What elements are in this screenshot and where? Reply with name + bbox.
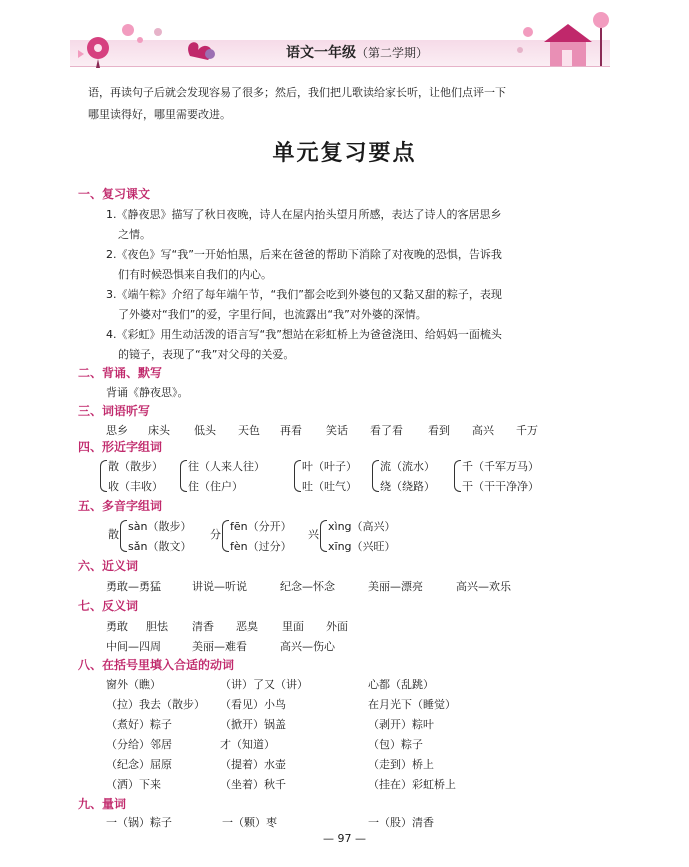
polyphone-top: xìng（高兴） <box>328 520 396 533</box>
brace-icon <box>100 460 107 492</box>
char-group-bottom: 住（住户） <box>188 480 243 493</box>
char-group-top: 叶（叶子） <box>302 460 357 473</box>
fill-item: （分给）邻居 <box>106 738 172 751</box>
fill-item: （坐着）秋千 <box>220 778 286 791</box>
section-heading: 七、反义词 <box>78 599 139 613</box>
fill-item: （提着）水壶 <box>220 758 286 771</box>
polyphone-bottom: fèn（过分） <box>230 540 292 553</box>
section-heading: 九、量词 <box>78 797 127 811</box>
page-number: — 97 — <box>323 832 366 845</box>
flower-decoration-icon <box>70 10 230 68</box>
word-item: 笑话 <box>326 424 348 437</box>
word-item: 天色 <box>238 424 260 437</box>
section-heading: 二、背诵、默写 <box>78 366 163 380</box>
measure-word: 一（锅）粽子 <box>106 816 172 829</box>
fill-item: 心都（乱跳） <box>368 678 434 691</box>
page-header <box>70 10 610 60</box>
word-item: 千万 <box>516 424 538 437</box>
synonym-pair: 讲说—听说 <box>192 580 247 593</box>
char-group-bottom: 吐（吐气） <box>302 480 357 493</box>
antonym-pair: 中间—四周 <box>106 640 161 653</box>
word-item: 看到 <box>428 424 450 437</box>
polyphone-top: sàn（散步） <box>128 520 192 533</box>
fill-item: （包）粽子 <box>368 738 423 751</box>
synonym-pair: 纪念—怀念 <box>280 580 335 593</box>
antonym-word: 恶臭 <box>236 620 258 633</box>
antonym-word: 里面 <box>282 620 304 633</box>
polyphone-top: fēn（分开） <box>230 520 292 533</box>
fill-item: （煮好）粽子 <box>106 718 172 731</box>
polyphone-bottom: xīng（兴旺） <box>328 540 396 553</box>
brace-icon <box>180 460 187 492</box>
header-subtitle: （第二学期） <box>356 46 429 60</box>
section-heading: 四、形近字组词 <box>78 440 163 454</box>
review-line: 4.《彩虹》用生动活泼的语言写“我”想站在彩虹桥上为爸爸浇田、给妈妈一面梳头 <box>106 328 502 341</box>
antonym-word: 清香 <box>192 620 214 633</box>
brace-icon <box>294 460 301 492</box>
brace-icon <box>222 520 229 552</box>
fill-item: （讲）了又（讲） <box>220 678 308 691</box>
section-heading: 三、词语听写 <box>78 404 151 418</box>
polyphone-char: 散 <box>108 528 119 541</box>
fill-item: （剥开）粽叶 <box>368 718 434 731</box>
section-heading: 五、多音字组词 <box>78 499 163 513</box>
review-line: 3.《端午粽》介绍了每年端午节，“我们”都会吃到外婆包的又黏又甜的粽子，表现 <box>106 288 502 301</box>
char-group-top: 流（流水） <box>380 460 435 473</box>
header-title <box>286 42 428 62</box>
fill-item: （走到）桥上 <box>368 758 434 771</box>
word-item: 再看 <box>280 424 302 437</box>
review-line: 们有时候恐惧来自我们的内心。 <box>118 268 272 281</box>
section-heading: 六、近义词 <box>78 559 139 573</box>
polyphone-char: 分 <box>210 528 221 541</box>
brace-icon <box>454 460 461 492</box>
fill-item: （拉）我去（散步） <box>106 698 205 711</box>
polyphone-bottom: sǎn（散文） <box>128 540 192 553</box>
measure-word: 一（颗）枣 <box>222 816 277 829</box>
page-title: 单元复习要点 <box>272 140 417 166</box>
measure-word: 一（股）清香 <box>368 816 434 829</box>
char-group-bottom: 绕（绕路） <box>380 480 435 493</box>
synonym-pair: 高兴—欢乐 <box>456 580 511 593</box>
intro-line: 语，再读句子后就会发现容易了很多；然后，我们把儿歌读给家长听，让他们点评一下 <box>88 86 506 99</box>
fill-item: （洒）下来 <box>106 778 161 791</box>
section-heading: 八、在括号里填入合适的动词 <box>78 658 235 672</box>
antonym-word: 外面 <box>326 620 348 633</box>
polyphone-char: 兴 <box>308 528 319 541</box>
recite-line: 背诵《静夜思》。 <box>106 386 189 399</box>
fill-item: （挂在）彩虹桥上 <box>368 778 456 791</box>
review-line: 1.《静夜思》描写了秋日夜晚，诗人在屋内抬头望月所感，表达了诗人的客居思乡 <box>106 208 502 221</box>
intro-line: 哪里读得好，哪里需要改进。 <box>88 108 231 121</box>
brace-icon <box>120 520 127 552</box>
fill-item: （看见）小鸟 <box>220 698 286 711</box>
word-item: 床头 <box>148 424 170 437</box>
antonym-word: 勇敢 <box>106 620 128 633</box>
fill-item: （掀开）锅盖 <box>220 718 286 731</box>
antonym-pair: 高兴—伤心 <box>280 640 335 653</box>
review-line: 的镜子，表现了“我”对父母的关爱。 <box>118 348 295 361</box>
word-item: 低头 <box>194 424 216 437</box>
review-line: 了外婆对“我们”的爱，字里行间，也流露出“我”对外婆的深情。 <box>118 308 427 321</box>
review-line: 之情。 <box>118 228 151 241</box>
synonym-pair: 勇敢—勇猛 <box>106 580 161 593</box>
house-decoration-icon <box>510 10 620 68</box>
word-item: 看了看 <box>370 424 403 437</box>
fill-item: （纪念）屈原 <box>106 758 172 771</box>
intro-paragraph <box>88 82 506 126</box>
char-group-bottom: 干（干干净净） <box>462 480 539 493</box>
antonym-pair: 美丽—难看 <box>192 640 247 653</box>
char-group-bottom: 收（丰收） <box>108 480 163 493</box>
brace-icon <box>320 520 327 552</box>
fill-item: 在月光下（睡觉） <box>368 698 456 711</box>
antonym-word: 胆怯 <box>146 620 168 633</box>
char-group-top: 千（千军万马） <box>462 460 539 473</box>
fill-item: 窗外（瞧） <box>106 678 161 691</box>
char-group-top: 散（散步） <box>108 460 163 473</box>
word-item: 高兴 <box>472 424 494 437</box>
synonym-pair: 美丽—漂亮 <box>368 580 423 593</box>
brace-icon <box>372 460 379 492</box>
fill-item: 才（知道） <box>220 738 275 751</box>
char-group-top: 往（人来人往） <box>188 460 265 473</box>
header-title-main: 语文一年级 <box>286 45 356 61</box>
section-heading: 一、复习课文 <box>78 187 151 201</box>
review-line: 2.《夜色》写“我”一开始怕黑，后来在爸爸的帮助下消除了对夜晚的恐惧，告诉我 <box>106 248 502 261</box>
word-item: 思乡 <box>106 424 128 437</box>
